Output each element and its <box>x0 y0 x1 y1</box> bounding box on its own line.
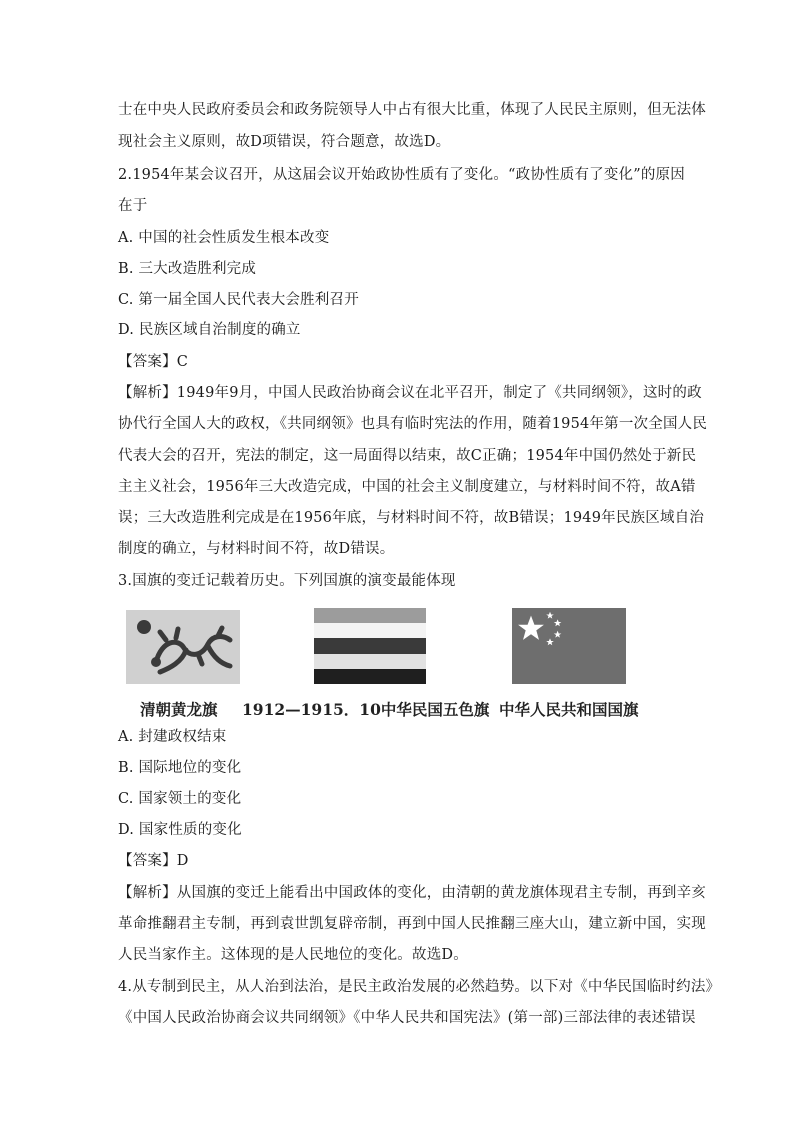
prc-flag <box>512 608 626 684</box>
caption-five-color-flag: 1912—1915．10中华民国五色旗 <box>242 700 490 719</box>
caption-qing-flag: 清朝黄龙旗 <box>140 700 218 719</box>
analysis-line: 【解析】从国旗的变迁上能看出中国政体的变化，由清朝的黄龙旗体现君主专制，再到辛亥 <box>118 885 706 901</box>
analysis-line: 协代行全国人大的政权，《共同纲领》也具有临时宪法的作用，随着1954年第一次全国人民 <box>118 416 708 432</box>
option-b: B. 三大改造胜利完成 <box>118 261 257 277</box>
option-a: A. 封建政权结束 <box>118 729 227 745</box>
stripe-1 <box>314 608 426 623</box>
text-line: 现社会主义原则，故D项错误，符合题意，故选D。 <box>118 134 451 150</box>
question-4-stem-cont: 《中国人民政治协商会议共同纲领》《中华人民共和国宪法》(第一部)三部法律的表述错误 <box>118 1010 696 1026</box>
option-c: C. 国家领土的变化 <box>118 791 242 807</box>
stripe-3 <box>314 638 426 654</box>
analysis-line: 误；三大改造胜利完成是在1956年底，与材料时间不符，故B错误；1949年民族区域自治 <box>118 510 705 526</box>
prc-flag-background <box>512 608 626 684</box>
option-b: B. 国际地位的变化 <box>118 760 242 776</box>
stripe-4 <box>314 654 426 669</box>
option-d: D. 民族区域自治制度的确立 <box>118 322 301 338</box>
analysis-line: 主主义社会，1956年三大改造完成，中国的社会主义制度建立，与材料时间不符，故A错 <box>118 479 696 495</box>
stripe-5 <box>314 669 426 684</box>
answer-label: 【答案】D <box>118 853 189 869</box>
five-color-flag <box>314 608 426 684</box>
answer-label: 【答案】C <box>118 354 189 370</box>
option-a: A. 中国的社会性质发生根本改变 <box>118 230 330 246</box>
analysis-line: 制度的确立，与材料时间不符，故D错误。 <box>118 541 395 557</box>
option-c: C. 第一届全国人民代表大会胜利召开 <box>118 292 359 308</box>
dragon-head <box>151 657 161 667</box>
text-line: 士在中央人民政府委员会和政务院领导人中占有很大比重，体现了人民民主原则，但无法体 <box>118 102 706 118</box>
analysis-line: 革命推翻君主专制，再到袁世凯复辟帝制，再到中国人民推翻三座大山，建立新中国，实现 <box>118 916 706 932</box>
question-2-stem: 2.1954年某会议召开，从这届会议开始政协性质有了变化。“政协性质有了变化”的原因 <box>118 167 685 183</box>
analysis-line: 代表大会的召开，宪法的制定，这一局面得以结束，故C正确；1954年中国仍然处于新民 <box>118 448 697 464</box>
stripe-2 <box>314 623 426 638</box>
question-4-stem: 4.从专制到民主，从人治到法治，是民主政治发展的必然趋势。以下对《中华民国临时约法》 <box>118 979 721 995</box>
qing-dragon-flag <box>126 610 240 684</box>
option-d: D. 国家性质的变化 <box>118 822 242 838</box>
flaming-pearl <box>137 620 151 634</box>
caption-prc-flag: 中华人民共和国国旗 <box>499 700 639 719</box>
question-2-stem-cont: 在于 <box>118 198 148 214</box>
question-3-stem: 3.国旗的变迁记载着历史。下列国旗的演变最能体现 <box>118 573 456 589</box>
analysis-line: 【解析】1949年9月，中国人民政治协商会议在北平召开，制定了《共同纲领》，这时的政 <box>118 385 702 401</box>
analysis-line: 人民当家作主。这体现的是人民地位的变化。故选D。 <box>118 947 468 963</box>
flag-figure <box>118 605 678 725</box>
